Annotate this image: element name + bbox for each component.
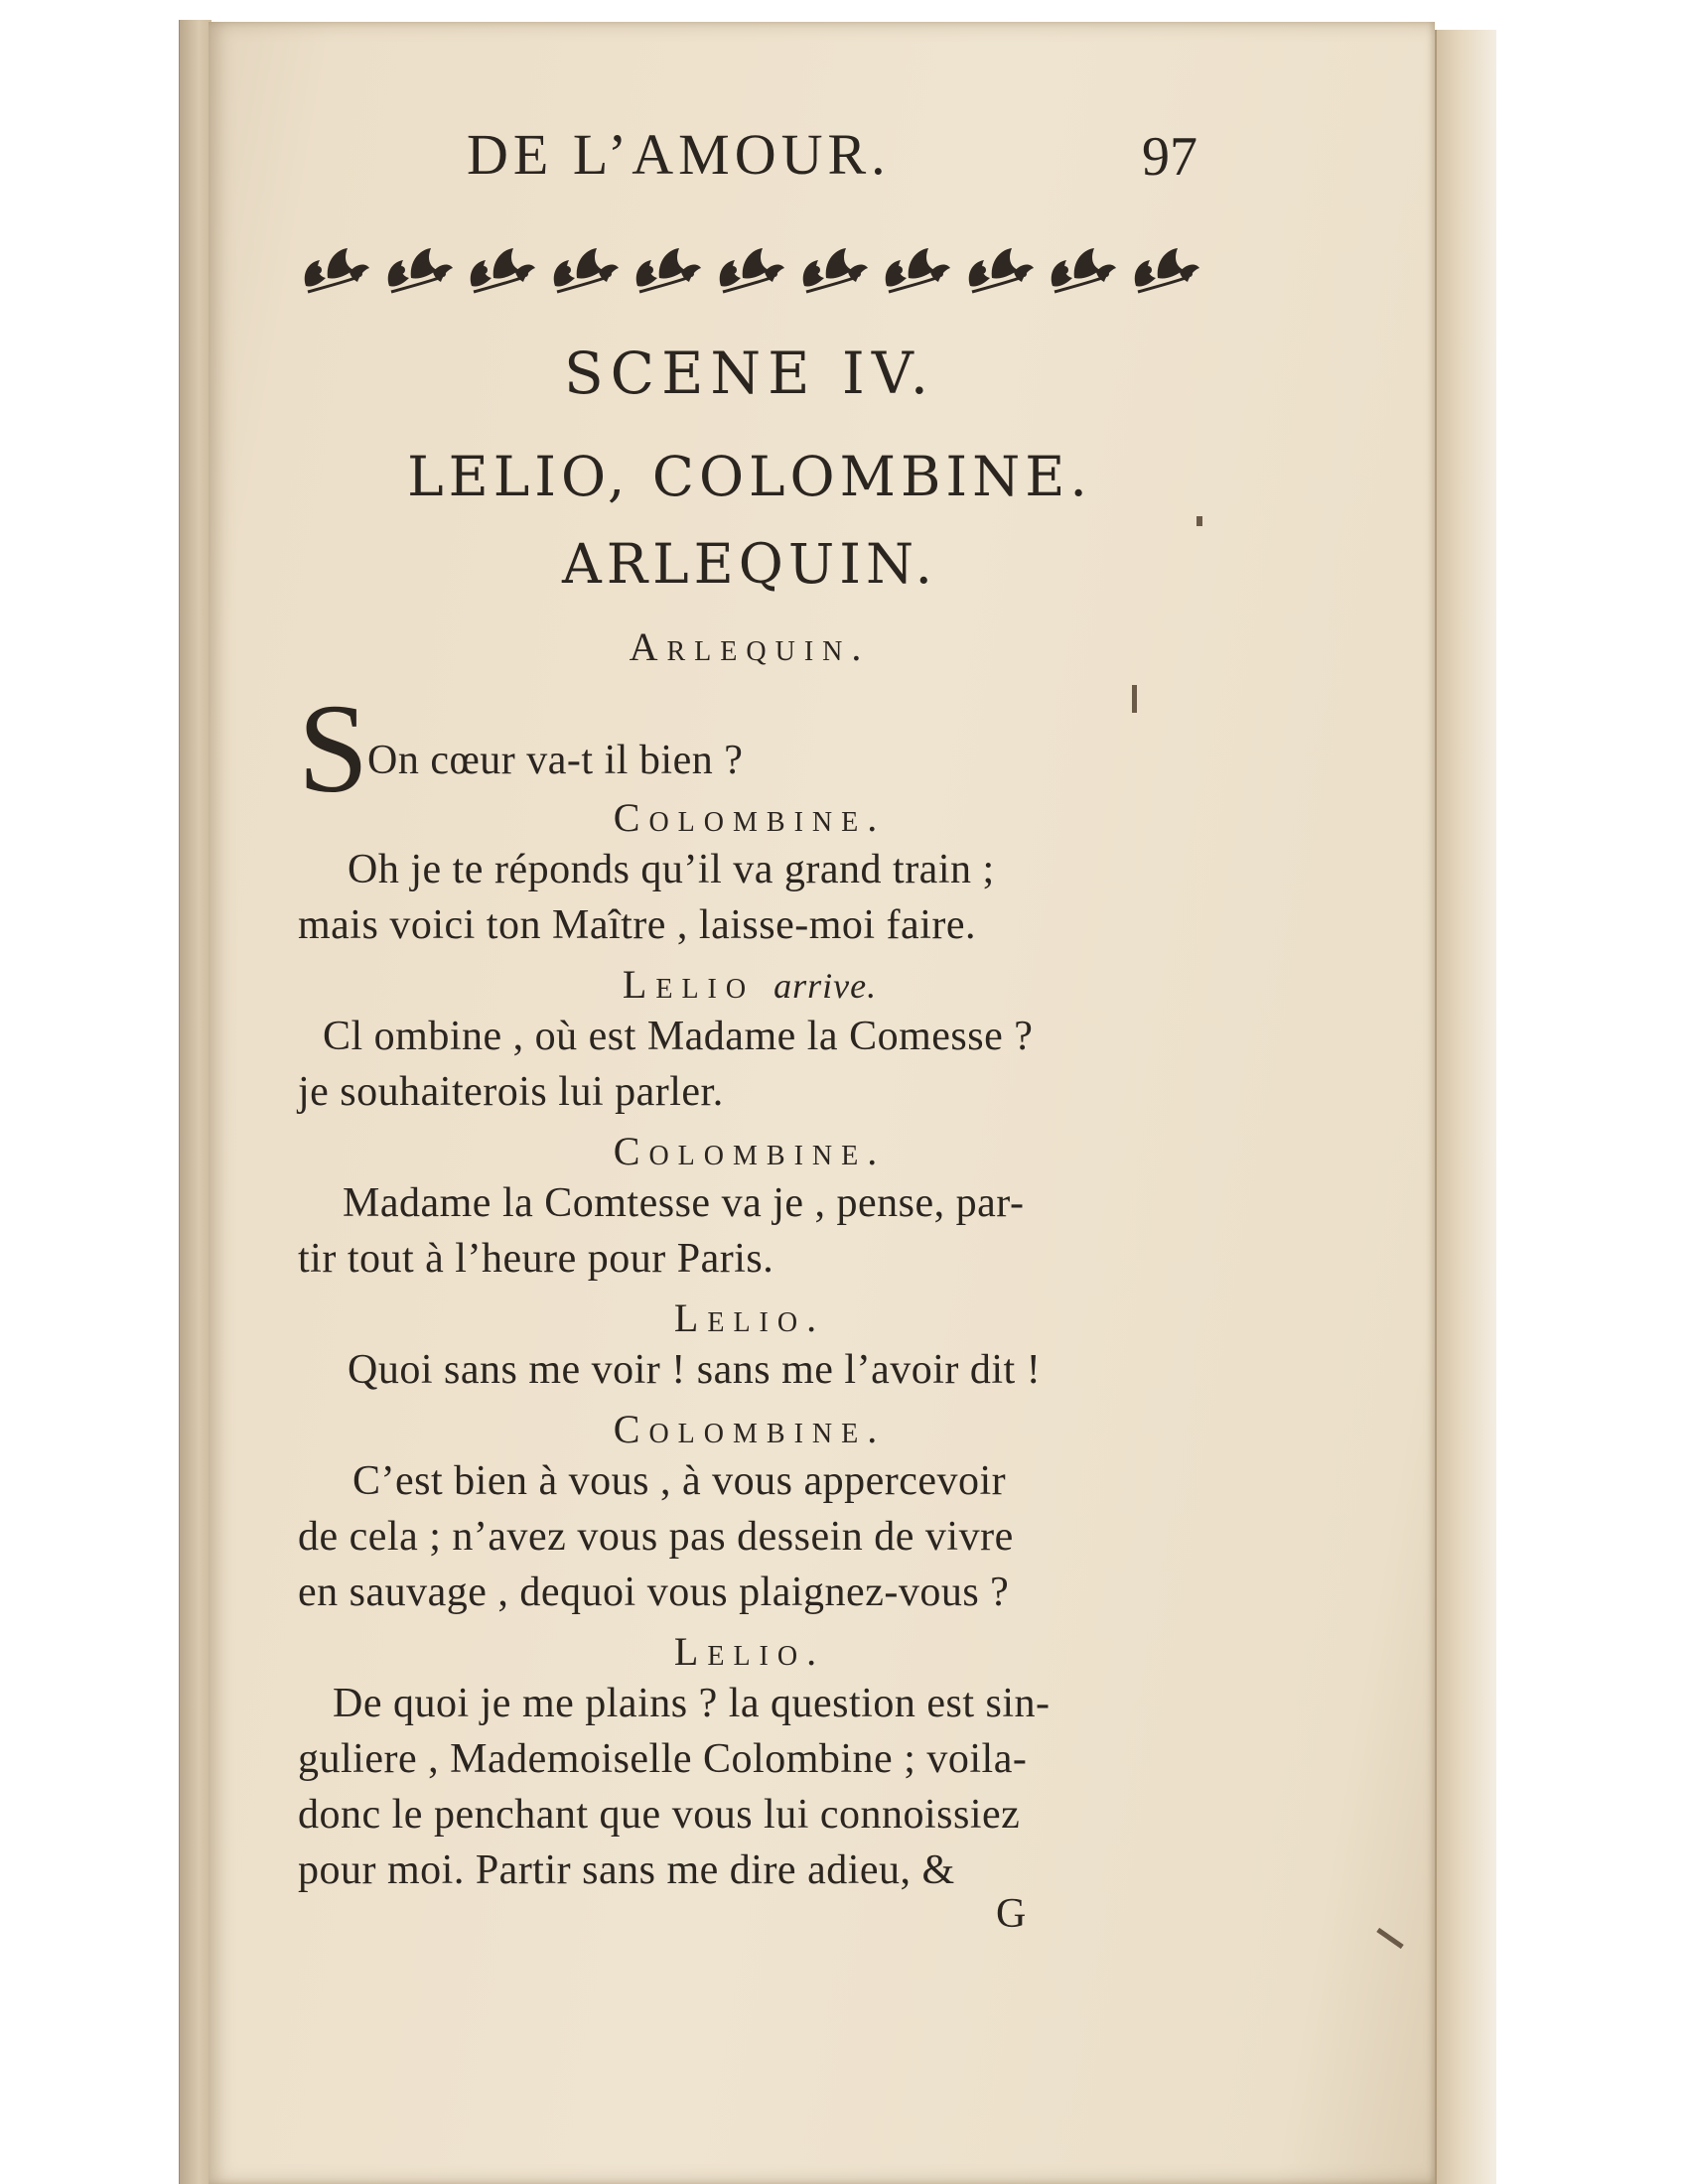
fleuron-icon <box>879 238 952 300</box>
dialogue-line: tir tout à l’heure pour Paris. <box>298 1236 774 1282</box>
dialogue-line: je souhaiterois lui parler. <box>298 1069 724 1115</box>
speaker-label: Colombine. <box>613 795 887 840</box>
speaker-label: Lelio. <box>673 1296 826 1340</box>
dialogue-line: On cœur va-t il bien ? <box>367 738 744 783</box>
fleuron-icon <box>630 238 703 300</box>
dialogue-line: Madame la Comtesse va je , pense, par- <box>343 1180 1025 1226</box>
speaker-label <box>298 961 1201 1008</box>
speaker-label: Lelio. <box>673 1629 826 1674</box>
dialogue-line: C’est bien à vous , à vous appercevoir <box>352 1458 1007 1504</box>
dialogue-line: guliere , Mademoiselle Colombine ; voila- <box>298 1736 1028 1782</box>
speaker-name: Lelio <box>622 962 756 1007</box>
running-title: DE L’AMOUR. <box>467 122 891 187</box>
catchword: G <box>996 1891 1027 1937</box>
dialogue-line: Oh je te réponds qu’il va grand train ; <box>348 847 995 892</box>
fleuron-icon <box>547 238 621 300</box>
dialogue-line: De quoi je me plains ? la question est sin- <box>333 1681 1051 1726</box>
character-list-line-2: ARLEQUIN. <box>561 532 938 596</box>
book-spine-edge <box>179 20 211 2184</box>
fleuron-icon <box>381 238 455 300</box>
ornament-band <box>298 236 1201 302</box>
dialogue-line: Quoi sans me voir ! sans me l’avoir dit ! <box>348 1347 1042 1393</box>
fleuron-icon <box>298 238 371 300</box>
fleuron-icon <box>1045 238 1118 300</box>
fleuron-icon <box>796 238 870 300</box>
drop-cap: S <box>298 678 369 819</box>
fleuron-icon <box>464 238 537 300</box>
dialogue-line: Cl ombine , où est Madame la Comesse ? <box>323 1014 1034 1059</box>
dialogue-line: donc le penchant que vous lui connoissiez <box>298 1792 1021 1838</box>
page-stack-edge <box>1435 30 1496 2184</box>
speaker-label: Colombine. <box>613 1129 887 1173</box>
fleuron-icon <box>713 238 786 300</box>
dialogue-line: pour moi. Partir sans me dire adieu, & <box>298 1847 955 1893</box>
fleuron-icon <box>1128 238 1201 300</box>
dialogue-line: en sauvage , dequoi vous plaignez-vous ? <box>298 1570 1010 1615</box>
ink-speck <box>1196 516 1202 526</box>
fleuron-icon <box>962 238 1036 300</box>
stage-direction: arrive. <box>774 966 878 1006</box>
dialogue-line: de cela ; n’avez vous pas dessein de vivre <box>298 1514 1014 1560</box>
dialogue-line: mais voici ton Maître , laisse-moi faire. <box>298 902 976 948</box>
scene-title: SCENE IV. <box>563 340 936 407</box>
speaker-label: Arlequin. <box>629 624 871 669</box>
ink-speck <box>1132 685 1137 713</box>
page-number: 97 <box>1142 126 1197 188</box>
character-list-line-1: LELIO, COLOMBINE. <box>407 445 1092 508</box>
speaker-label: Colombine. <box>613 1407 887 1451</box>
